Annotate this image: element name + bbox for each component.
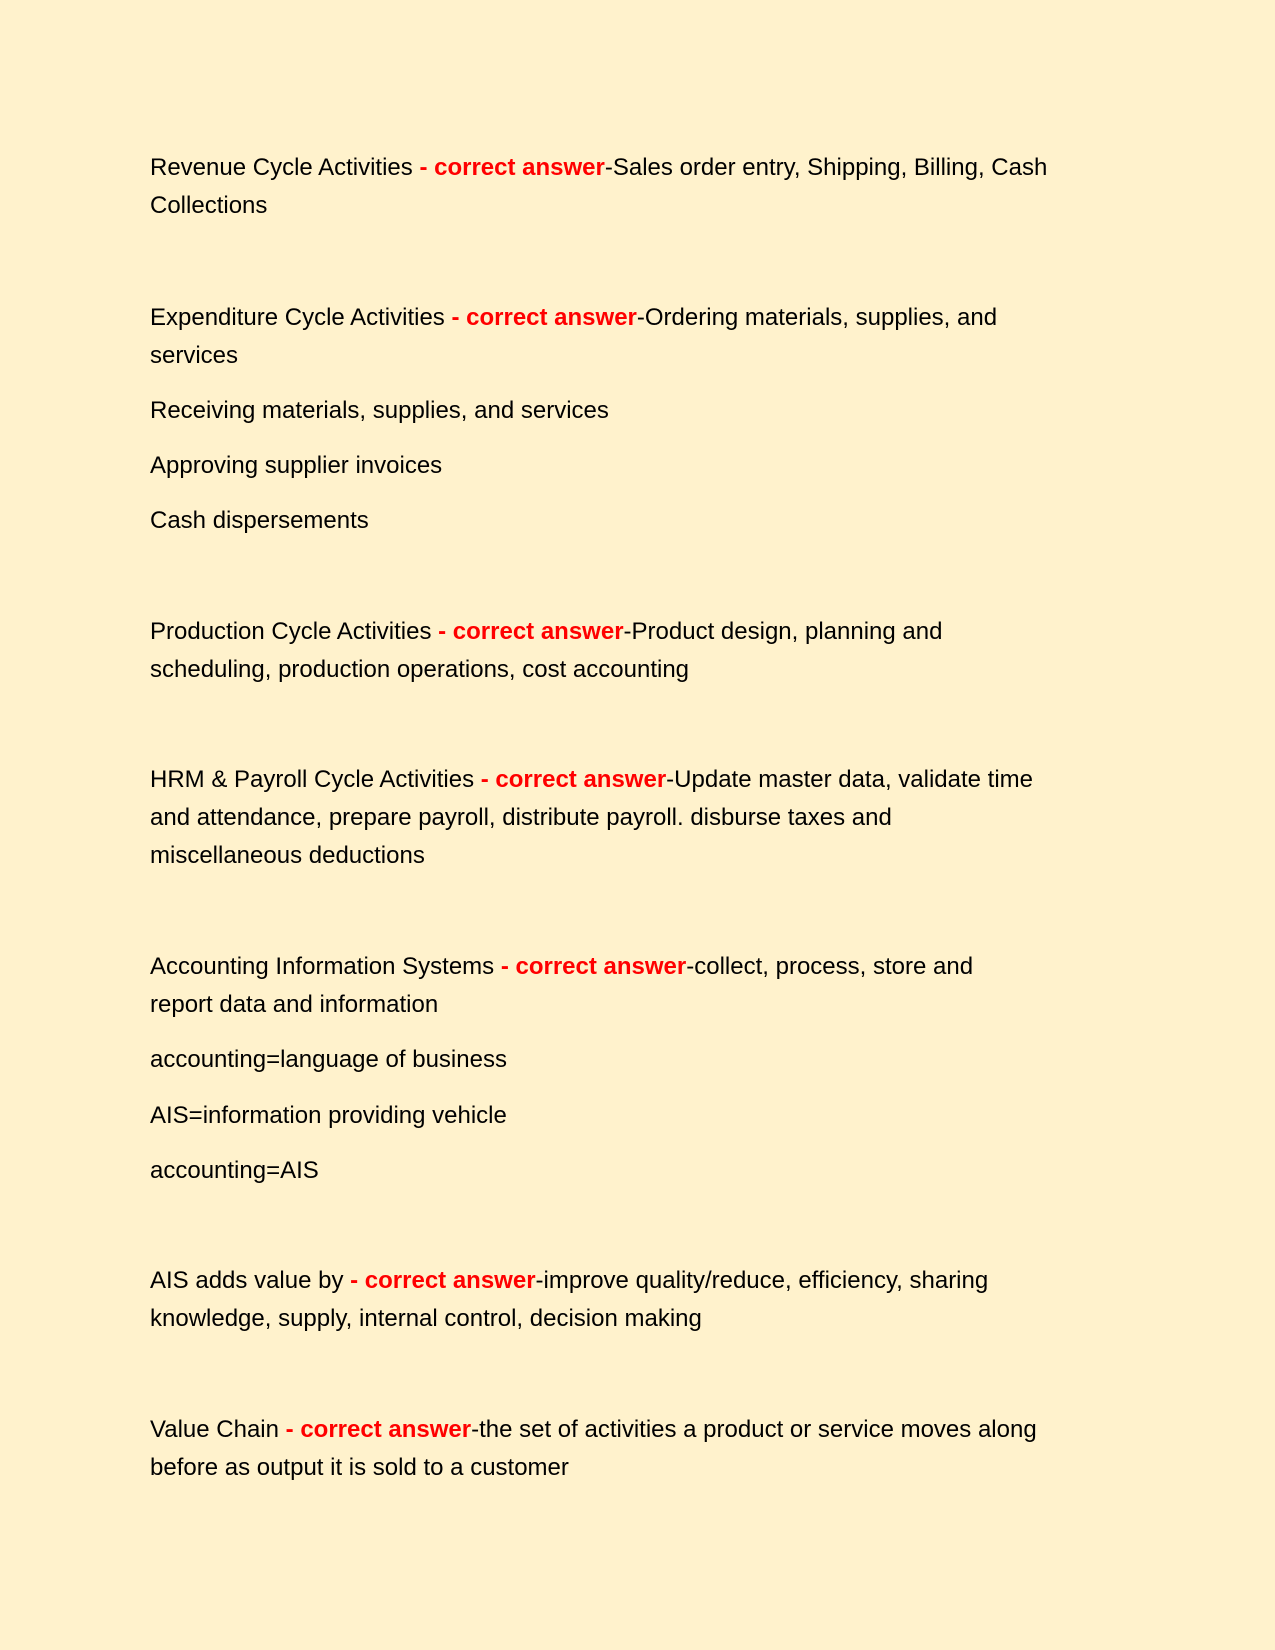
answer-text: and attendance, prepare payroll, distribute payroll. disburse taxes and xyxy=(150,804,892,831)
answer-text: -Ordering materials, supplies, and xyxy=(636,304,998,331)
answer-text: accounting=AIS xyxy=(150,1157,319,1184)
term: Accounting Information Systems xyxy=(150,953,495,980)
term: Revenue Cycle Activities xyxy=(150,154,413,181)
flashcard-question xyxy=(150,952,973,982)
answer-text: scheduling, production operations, cost accounting xyxy=(150,656,690,683)
term: Production Cycle Activities xyxy=(150,618,432,645)
correct-answer-marker: - correct answer xyxy=(438,618,624,645)
answer-text: -Product design, planning and xyxy=(623,618,943,645)
correct-answer-marker: - correct answer xyxy=(500,953,687,980)
answer-text: knowledge, supply, internal control, decision making xyxy=(150,1305,702,1332)
flashcard-question xyxy=(150,765,1033,795)
answer-text: -improve quality/reduce, efficiency, sharing xyxy=(535,1267,989,1294)
correct-answer-marker: - correct answer xyxy=(285,1416,472,1443)
answer-text: -collect, process, store and xyxy=(686,953,974,980)
correct-answer-marker: - correct answer xyxy=(419,154,605,181)
flashcard-question xyxy=(150,153,1047,183)
correct-answer-marker: - correct answer xyxy=(350,1267,536,1294)
answer-text: services xyxy=(150,342,239,369)
answer-text: accounting=language of business xyxy=(150,1046,507,1073)
answer-text: -the set of activities a product or service moves along xyxy=(471,1416,1037,1443)
answer-text: Collections xyxy=(150,192,268,219)
answer-text: before as output it is sold to a customer xyxy=(150,1454,569,1481)
term: AIS adds value by xyxy=(150,1267,344,1294)
answer-text: Receiving materials, supplies, and services xyxy=(150,397,609,424)
flashcard-question xyxy=(150,617,942,647)
answer-text: AIS=information providing vehicle xyxy=(150,1102,507,1129)
flashcard-question xyxy=(150,1266,988,1296)
answer-text: report data and information xyxy=(150,991,439,1018)
answer-text: Cash dispersements xyxy=(150,507,369,534)
answer-text: -Sales order entry, Shipping, Billing, Cash xyxy=(604,154,1048,181)
flashcard-question xyxy=(150,303,997,333)
answer-text: miscellaneous deductions xyxy=(150,842,425,869)
answer-text: -Update master data, validate time xyxy=(666,766,1034,793)
flashcard-question xyxy=(150,1415,1037,1445)
term: Value Chain xyxy=(150,1416,279,1443)
term: HRM & Payroll Cycle Activities xyxy=(150,766,475,793)
correct-answer-marker: - correct answer xyxy=(480,766,667,793)
term: Expenditure Cycle Activities xyxy=(150,304,445,331)
correct-answer-marker: - correct answer xyxy=(451,304,637,331)
answer-text: Approving supplier invoices xyxy=(150,452,443,479)
